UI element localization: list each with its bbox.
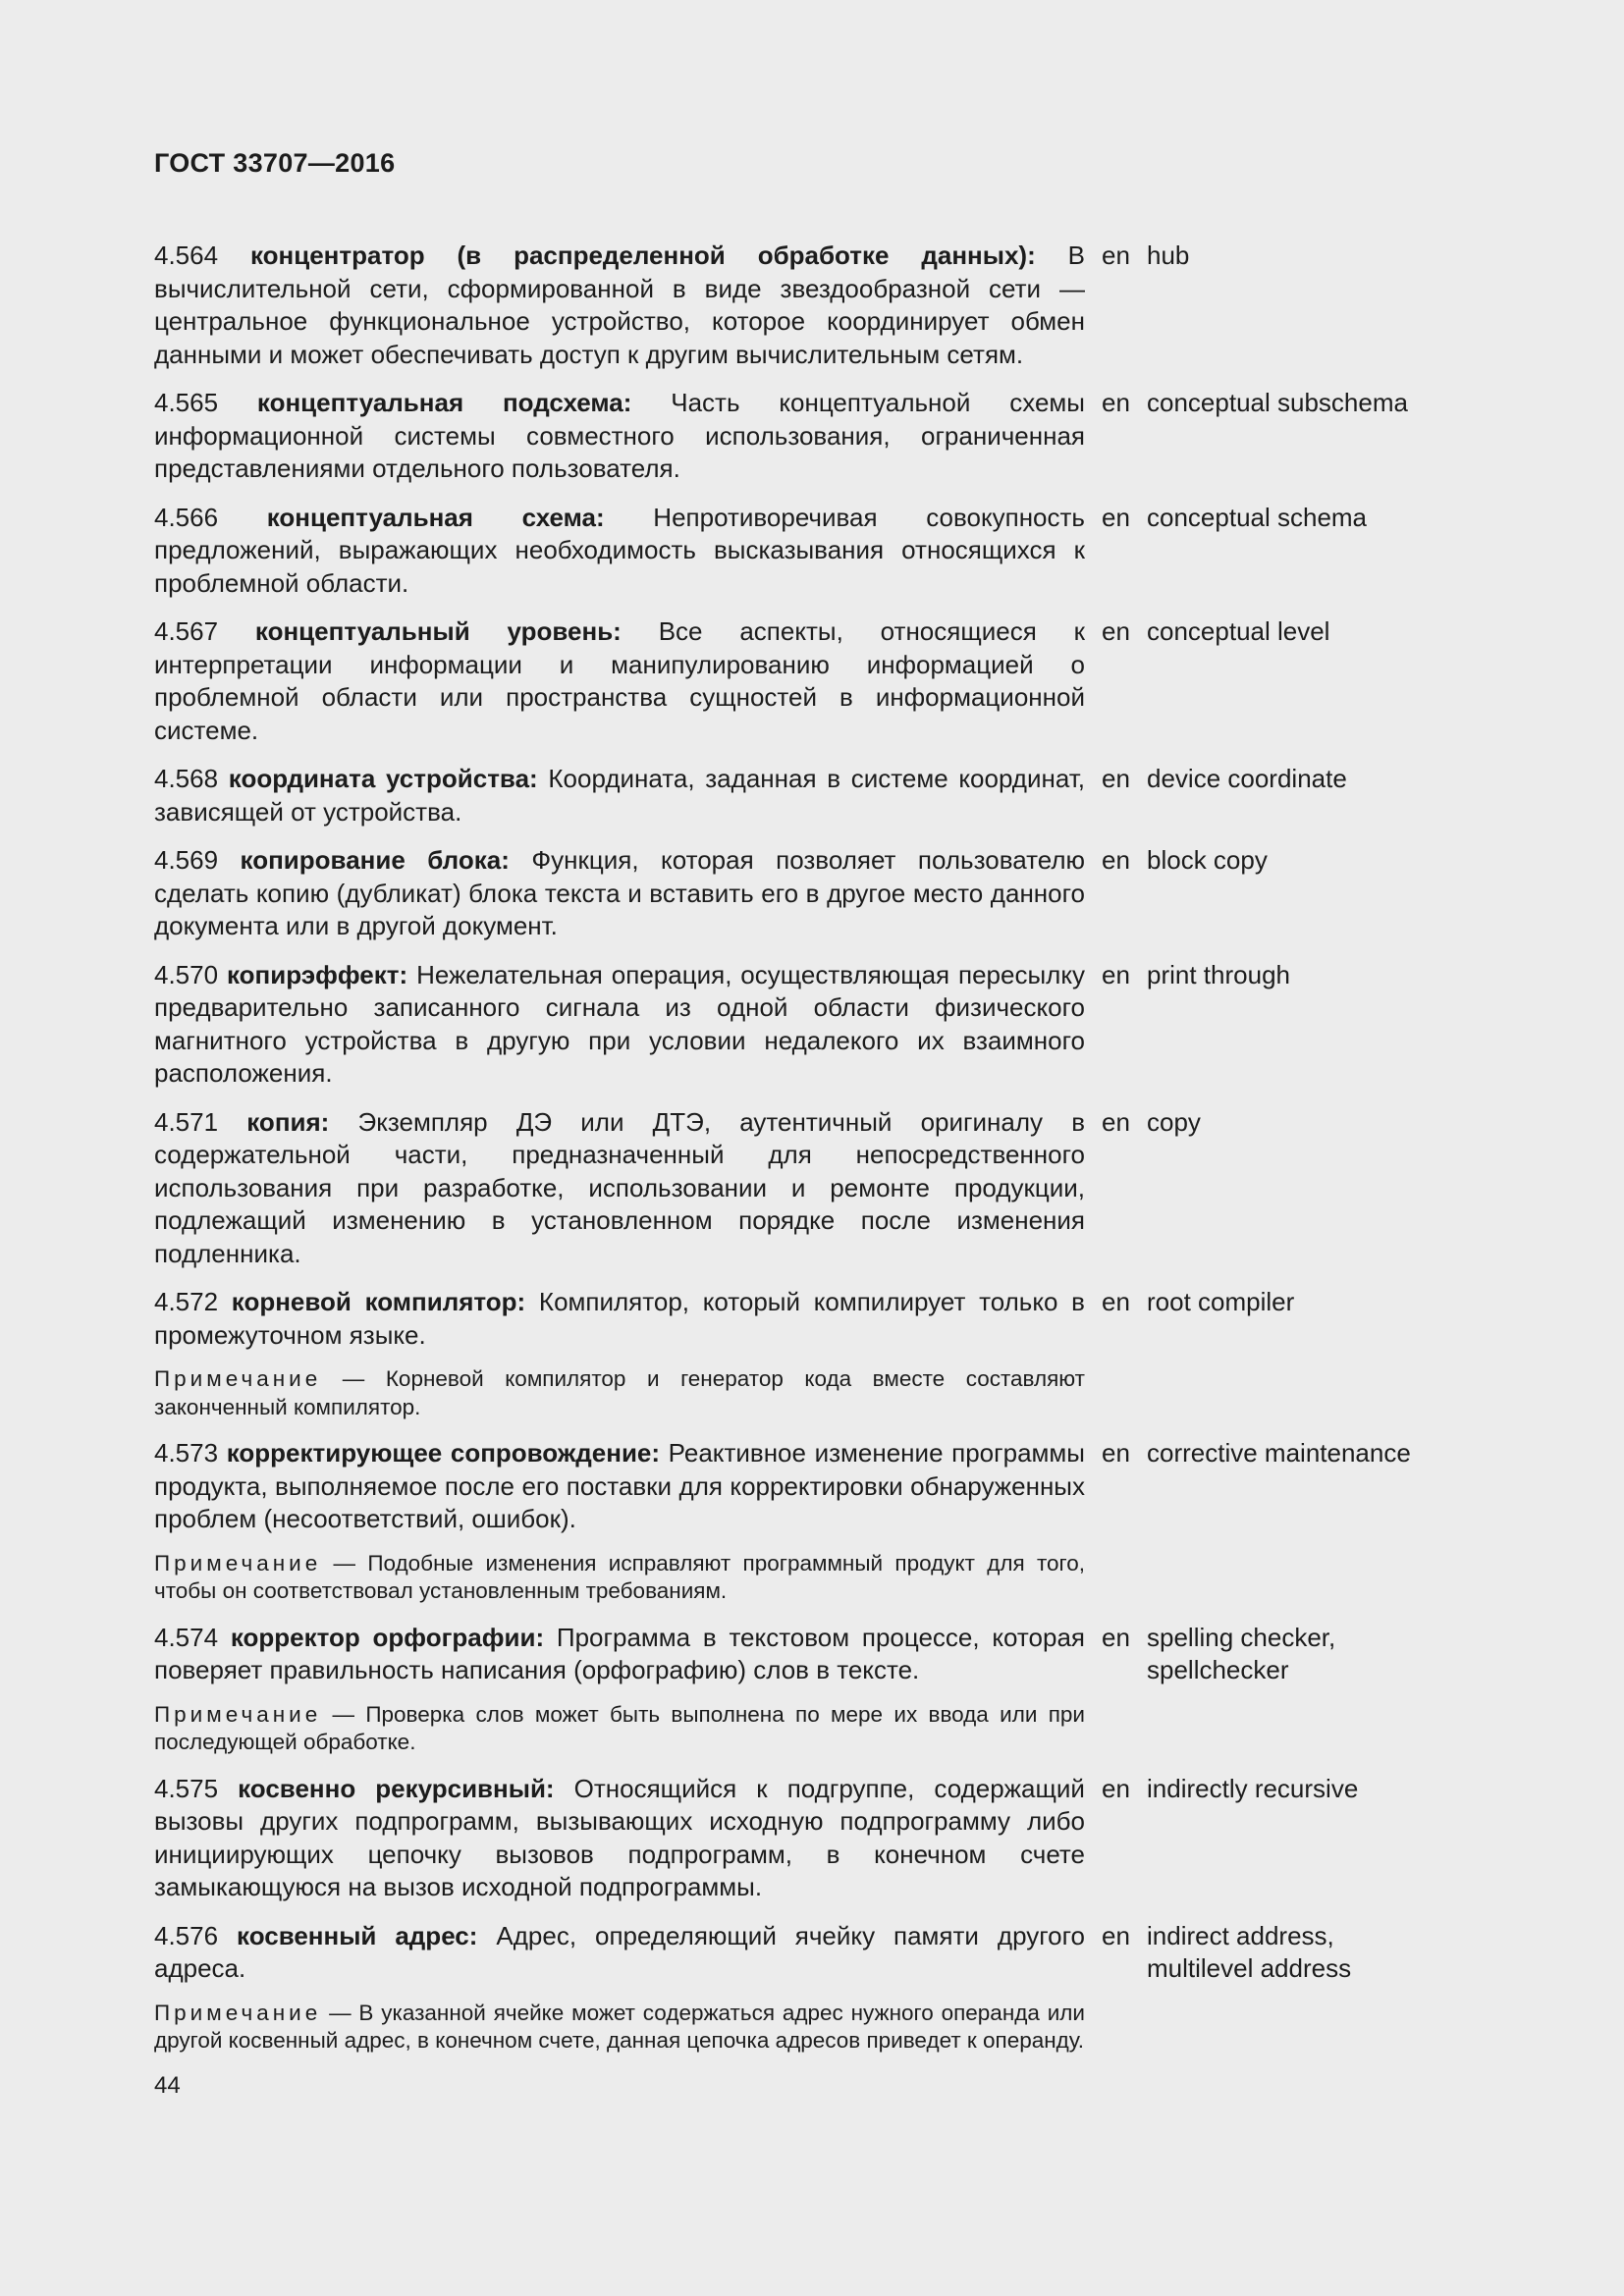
term-number: 4.569: [154, 845, 219, 875]
note-text: — Проверка слов может быть выполнена по мере их ввода или при последующей обработке.: [154, 1701, 1085, 1754]
english-term: device coordinate: [1147, 764, 1347, 793]
english-term: copy: [1147, 1106, 1201, 1137]
language-code: en: [1102, 1287, 1130, 1316]
term-definition: [154, 959, 1085, 1091]
term-name: копирование блока:: [240, 845, 510, 875]
term-definition-text: Экземпляр ДЭ или ДТЭ, аутентичный оригиналу в содержательной части, предназначенный для непосредственного использования при разработке, использовании и ремонте продукции, подлежащий изменению в установленном порядке после изменения подленника.: [154, 1106, 1086, 1268]
term-entry: [154, 959, 1529, 1091]
english-term: conceptual level: [1147, 616, 1330, 646]
note-label: Примечание: [154, 1366, 322, 1391]
term-definition-block: [154, 1286, 1085, 1421]
term-definition-text: Нежелательная операция, осуществляющая пересылку предварительно записанного сигнала из одной области физического магнитного устройства в другую при условии недалекого их взаимного расположения.: [154, 959, 1086, 1088]
english-equivalent: [1147, 844, 1529, 943]
term-definition: [154, 1622, 1085, 1687]
term-definition: [154, 1773, 1085, 1904]
term-note: [154, 1365, 1085, 1421]
term-definition: [154, 502, 1085, 601]
term-entry: [154, 387, 1529, 486]
term-definition-text: Компилятор, который компилирует только в промежуточном языке.: [154, 1287, 1085, 1350]
language-code: en: [1102, 959, 1130, 989]
term-number: 4.564: [154, 240, 219, 270]
term-definition-text: Координата, заданная в системе координат, зависящей от устройства.: [154, 764, 1085, 827]
term-note: [154, 1701, 1085, 1757]
term-note: [154, 2000, 1085, 2056]
language-code: en: [1102, 616, 1130, 646]
term-definition: [154, 1286, 1085, 1352]
term-name: корректор орфографии:: [230, 1622, 545, 1652]
term-name: концептуальная подсхема:: [256, 388, 632, 417]
term-definition-text: Непротиворечивая совокупность предложений, выражающих необходимость высказывания относящихся к проблемной области.: [154, 502, 1085, 598]
language-code: en: [1102, 240, 1130, 270]
english-equivalent: [1147, 615, 1529, 747]
term-definition-block: [154, 502, 1085, 601]
term-definition-block: [154, 1437, 1085, 1606]
term-entry: [154, 1286, 1529, 1421]
term-name: корневой компилятор:: [231, 1287, 526, 1316]
note-label: Примечание: [154, 2000, 322, 2025]
language-code: en: [1102, 388, 1130, 417]
term-number: 4.568: [154, 764, 219, 793]
english-equivalent: [1147, 240, 1529, 371]
term-definition-text: Часть концептуальной схемы информационной системы совместного использования, ограниченная представлениями отдельного пользователя.: [154, 388, 1085, 483]
term-number: 4.567: [154, 616, 219, 646]
page-number: 44: [154, 2072, 181, 2099]
language-code: en: [1102, 1622, 1130, 1652]
english-term: corrective maintenance: [1147, 1438, 1411, 1468]
english-term: print through: [1147, 959, 1290, 989]
term-definition-block: [154, 387, 1085, 486]
term-definition: [154, 240, 1085, 371]
document-header: ГОСТ 33707—2016: [154, 148, 396, 178]
term-definition-block: [154, 240, 1085, 371]
term-definition: [154, 844, 1085, 943]
term-entry: [154, 615, 1529, 747]
term-note: [154, 1550, 1085, 1606]
term-number: 4.570: [154, 959, 219, 989]
term-definition-text: В вычислительной сети, сформированной в виде звездообразной сети — центральное функциональное устройство, которое координирует обмен данными и может обеспечивать доступ к другим вычислительным сетям.: [154, 240, 1085, 369]
term-list: [154, 240, 1529, 2071]
term-name: концептуальная схема:: [266, 502, 605, 532]
language-code: en: [1102, 764, 1130, 793]
term-name: концентратор (в распределенной обработке данных):: [249, 240, 1036, 270]
term-number: 4.572: [154, 1287, 219, 1316]
term-name: копия:: [246, 1106, 330, 1137]
term-number: 4.566: [154, 502, 219, 532]
term-definition-text: Относящийся к подгруппе, содержащий вызовы других подпрограмм, вызывающих исходную подпрограмму либо инициирующих цепочку вызовов подпрограмм, в конечном счете замыкающуюся на вызов исходной подпрограммы.: [154, 1773, 1085, 1901]
term-definition: [154, 615, 1085, 747]
term-entry: [154, 1920, 1529, 2056]
english-term: spellchecker: [1147, 1655, 1289, 1684]
note-label: Примечание: [154, 1701, 322, 1727]
english-equivalent: [1147, 1920, 1529, 2056]
english-equivalent: [1147, 1437, 1529, 1606]
english-term: conceptual schema: [1147, 502, 1368, 532]
term-name: корректирующее сопровождение:: [226, 1438, 661, 1468]
term-name: косвенный адрес:: [237, 1920, 478, 1950]
language-code: en: [1102, 1920, 1130, 1950]
english-term: block copy: [1147, 845, 1268, 875]
term-entry: [154, 502, 1529, 601]
term-definition-block: [154, 763, 1085, 828]
term-name: косвенно рекурсивный:: [238, 1773, 555, 1803]
term-entry: [154, 763, 1529, 828]
english-term: indirectly recursive: [1147, 1773, 1359, 1803]
english-term: indirect address,: [1147, 1920, 1334, 1950]
language-code: en: [1102, 1106, 1130, 1137]
term-entry: [154, 1622, 1529, 1757]
english-equivalent: [1147, 1286, 1529, 1421]
note-text: — Подобные изменения исправляют программный продукт для того, чтобы он соответствовал установленным требованиям.: [154, 1550, 1085, 1603]
english-equivalent: [1147, 387, 1529, 486]
language-code: en: [1102, 845, 1130, 875]
term-definition-block: [154, 615, 1085, 747]
english-equivalent: [1147, 1106, 1529, 1271]
english-term: root compiler: [1147, 1287, 1295, 1316]
term-number: 4.576: [154, 1920, 219, 1950]
english-equivalent: [1147, 1773, 1529, 1904]
english-equivalent: [1147, 502, 1529, 601]
english-equivalent: [1147, 763, 1529, 828]
term-name: концептуальный уровень:: [254, 616, 622, 646]
term-number: 4.573: [154, 1438, 219, 1468]
note-text: — В указанной ячейке может содержаться адрес нужного операнда или другой косвенный адрес, в конечном счете, данная цепочка адресов приведет к операнду.: [154, 2000, 1085, 2053]
term-number: 4.571: [154, 1106, 219, 1137]
term-number: 4.575: [154, 1773, 219, 1803]
term-definition: [154, 1106, 1085, 1271]
term-entry: [154, 1773, 1529, 1904]
language-code: en: [1102, 1773, 1130, 1803]
term-entry: [154, 844, 1529, 943]
term-definition: [154, 1920, 1085, 1986]
term-definition-text: Все аспекты, относящиеся к интерпретации информации и манипулированию информацией о проблемной области или пространства сущностей в информационной системе.: [154, 616, 1085, 745]
term-definition-block: [154, 1622, 1085, 1757]
english-term: conceptual subschema: [1147, 388, 1408, 417]
term-number: 4.574: [154, 1622, 219, 1652]
english-term: hub: [1147, 240, 1190, 270]
term-definition-block: [154, 1773, 1085, 1904]
term-definition: [154, 1437, 1085, 1536]
term-entry: [154, 1106, 1529, 1271]
term-definition-block: [154, 1920, 1085, 2056]
term-definition: [154, 387, 1085, 486]
term-definition-block: [154, 844, 1085, 943]
language-code: en: [1102, 1438, 1130, 1468]
english-term: spelling checker,: [1147, 1622, 1336, 1652]
english-equivalent: [1147, 959, 1529, 1091]
term-definition-text: Функция, которая позволяет пользователю сделать копию (дубликат) блока текста и вставить его в другое место данного документа или в другой документ.: [154, 845, 1085, 940]
english-term: multilevel address: [1147, 1953, 1352, 1983]
language-code: en: [1102, 502, 1130, 532]
term-name: копирэффект:: [226, 959, 408, 989]
term-entry: [154, 240, 1529, 371]
term-definition: [154, 763, 1085, 828]
note-text: — Корневой компилятор и генератор кода вместе составляют законченный компилятор.: [154, 1366, 1085, 1419]
term-entry: [154, 1437, 1529, 1606]
term-definition-block: [154, 1106, 1085, 1271]
term-definition-text: Адрес, определяющий ячейку памяти другого адреса.: [154, 1920, 1085, 1983]
term-definition-block: [154, 959, 1085, 1091]
term-number: 4.565: [154, 388, 219, 417]
term-definition-text: Программа в текстовом процессе, которая поверяет правильность написания (орфографию) слов в тексте.: [154, 1622, 1085, 1684]
term-definition-text: Реактивное изменение программы продукта, выполняемое после его поставки для корректировки обнаруженных проблем (несоответствий, ошибок).: [154, 1438, 1085, 1533]
english-equivalent: [1147, 1622, 1529, 1757]
term-name: координата устройства:: [228, 764, 538, 793]
note-label: Примечание: [154, 1550, 322, 1575]
